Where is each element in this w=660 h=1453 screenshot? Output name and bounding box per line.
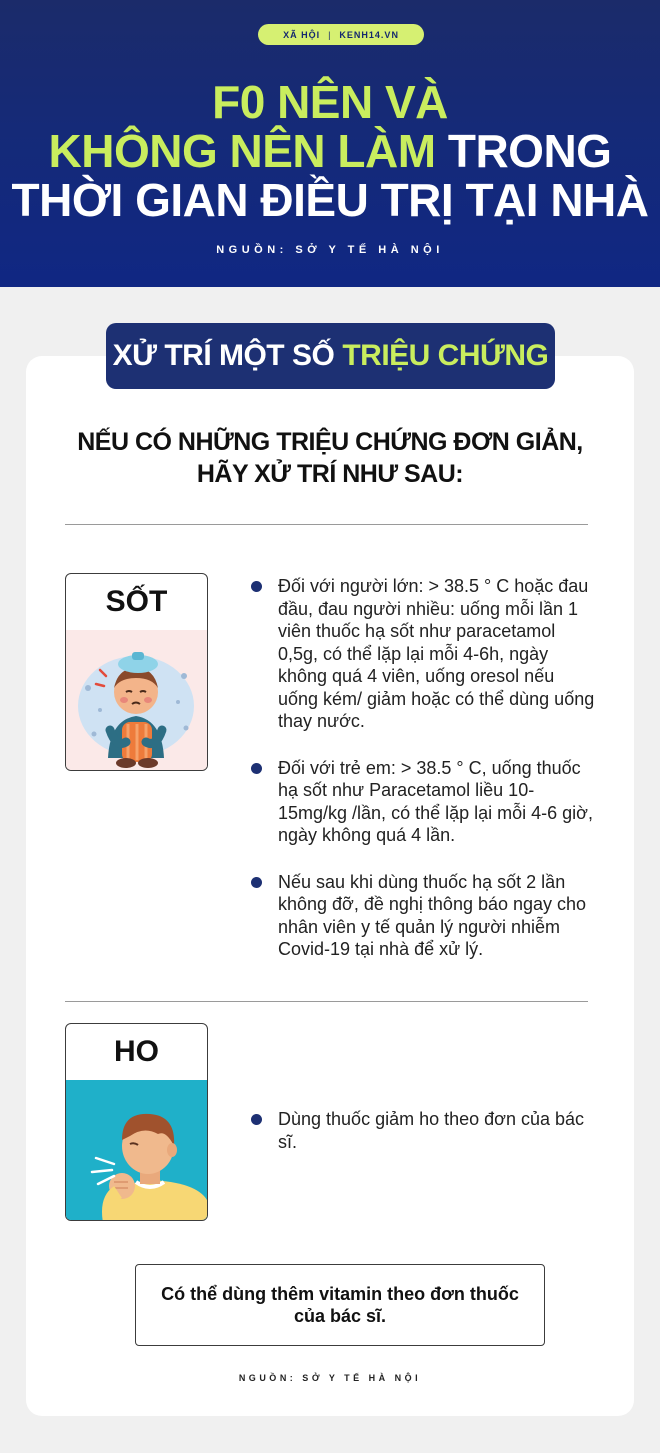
title-line-2-highlight: KHÔNG NÊN LÀM <box>48 125 436 177</box>
title-line-2-rest: TRONG <box>435 125 612 177</box>
symptom-card-fever <box>65 573 208 771</box>
vitamin-note: Có thể dùng thêm vitamin theo đơn thuốc của bác sĩ. <box>135 1264 545 1346</box>
site-label: KENH14.VN <box>339 29 399 40</box>
divider <box>65 1001 588 1002</box>
section-title-main: XỬ TRÍ MỘT SỐ <box>112 339 335 372</box>
title-line-3: THỜI GIAN ĐIỀU TRỊ TẠI NHÀ <box>11 174 649 226</box>
header-banner <box>0 0 660 287</box>
coughing-man-icon <box>66 1080 207 1220</box>
list-item: Nếu sau khi dùng thuốc hạ sốt 2 lần không đỡ, đề nghị thông báo ngay cho nhân viên y tế quản lý người nhiễm Covid-19 tại nhà để xử lý. <box>250 871 595 961</box>
header-source: NGUỒN: SỞ Y TẾ HÀ NỘI <box>216 244 444 256</box>
category-tag[interactable] <box>258 24 424 45</box>
divider <box>65 524 588 525</box>
tag-separator: | <box>328 29 332 40</box>
fever-instructions <box>250 575 595 985</box>
lead-line-2: HÃY XỬ TRÍ NHƯ SAU: <box>196 460 464 488</box>
list-item: Dùng thuốc giảm ho theo đơn của bác sĩ. <box>250 1108 595 1153</box>
symptom-card-cough <box>65 1023 208 1221</box>
category-label: XÃ HỘI <box>283 29 321 40</box>
title-line-1: F0 NÊN VÀ <box>212 76 448 128</box>
cough-instructions <box>250 1108 595 1177</box>
list-item: Đối với trẻ em: > 38.5 ° C, uống thuốc hạ sốt như Paracetamol liều 10-15mg/kg /lần, có thể lặp lại mỗi 4-6 giờ, ngày không quá 4 lần. <box>250 757 595 847</box>
footer-source: NGUỒN: SỞ Y TẾ HÀ NỘI <box>238 1373 422 1383</box>
title-line-2 <box>0 127 660 176</box>
fever-child-icon <box>66 630 207 770</box>
lead-line-1: NẾU CÓ NHỮNG TRIỆU CHỨNG ĐƠN GIẢN, <box>77 428 583 456</box>
symptom-title-fever: SỐT <box>105 585 168 618</box>
section-title-highlight: TRIỆU CHỨNG <box>342 339 549 372</box>
symptom-title-cough: HO <box>114 1035 159 1068</box>
lead-text <box>40 426 620 490</box>
list-item: Đối với người lớn: > 38.5 ° C hoặc đau đầu, đau người nhiều: uống mỗi lần 1 viên thuốc hạ sốt như paracetamol 0,5g, có thể lặp lại mỗi 4-6h, ngày không quá 4 viên, uống oresol nếu uống kém/ giảm hoặc có thể dùng uống thay nước. <box>250 575 595 733</box>
page-title <box>0 78 660 225</box>
section-title <box>106 323 555 389</box>
